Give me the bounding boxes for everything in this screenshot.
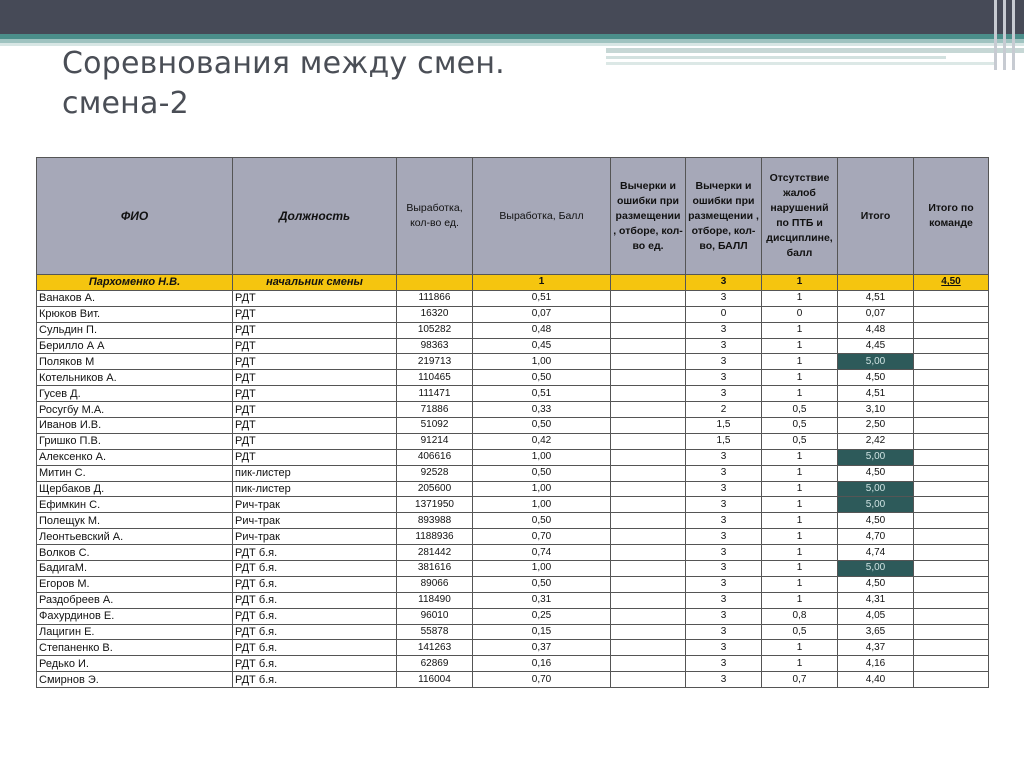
cell-errors-units (611, 306, 686, 322)
table-row (37, 290, 989, 306)
cell-position: Рич-трак (233, 513, 397, 529)
cell-fio: Егоров М. (37, 576, 233, 592)
cell-errors-units (611, 465, 686, 481)
cell-output-units: 406616 (397, 449, 473, 465)
cell-total: 5,00 (838, 481, 914, 497)
cell-fio: Котельников А. (37, 370, 233, 386)
cell-position: РДТ б.я. (233, 656, 397, 672)
cell-total: 4,50 (838, 465, 914, 481)
cell-output-units: 381616 (397, 561, 473, 577)
cell-position: пик-листер (233, 465, 397, 481)
cell-errors-units (611, 672, 686, 688)
header-total: Итого (838, 158, 914, 275)
cell-team-total (914, 529, 989, 545)
cell-no-complaints: 1 (762, 513, 838, 529)
cell-team-total (914, 561, 989, 577)
slide-title-line-1: Соревнования между смен. (62, 46, 505, 81)
cell-total: 5,00 (838, 354, 914, 370)
table-row (37, 322, 989, 338)
table-row (37, 418, 989, 434)
cell-errors-score: 3 (686, 529, 762, 545)
header-output-units: Выработка, кол-во ед. (397, 158, 473, 275)
cell-errors-units (611, 386, 686, 402)
lead-team-total: 4,50 (914, 275, 989, 291)
table-row (37, 576, 989, 592)
slide-title-line-2: смена-2 (62, 86, 189, 121)
cell-team-total (914, 449, 989, 465)
cell-team-total (914, 338, 989, 354)
slide-vertical-stripe (994, 0, 997, 70)
cell-no-complaints: 1 (762, 592, 838, 608)
cell-total: 3,10 (838, 402, 914, 418)
cell-output-score: 0,16 (473, 656, 611, 672)
header-errors-score: Вычерки и ошибки при размещении , отборе, кол-во, БАЛЛ (686, 158, 762, 275)
cell-position: РДТ (233, 418, 397, 434)
cell-output-score: 0,31 (473, 592, 611, 608)
cell-position: РДТ б.я. (233, 561, 397, 577)
cell-output-score: 0,70 (473, 672, 611, 688)
cell-position: РДТ (233, 306, 397, 322)
cell-team-total (914, 386, 989, 402)
cell-team-total (914, 513, 989, 529)
cell-total: 4,51 (838, 290, 914, 306)
table-row (37, 672, 989, 688)
cell-errors-score: 3 (686, 513, 762, 529)
table-row (37, 433, 989, 449)
cell-total: 5,00 (838, 497, 914, 513)
cell-fio: Леонтьевский А. (37, 529, 233, 545)
cell-output-units: 71886 (397, 402, 473, 418)
lead-total (838, 275, 914, 291)
cell-output-score: 0,50 (473, 370, 611, 386)
slide-vertical-stripe (1012, 0, 1015, 70)
cell-errors-score: 3 (686, 497, 762, 513)
cell-position: РДТ (233, 338, 397, 354)
cell-errors-score: 3 (686, 322, 762, 338)
cell-no-complaints: 0,8 (762, 608, 838, 624)
header-output-score: Выработка, Балл (473, 158, 611, 275)
shift-lead-row (37, 275, 989, 291)
cell-team-total (914, 290, 989, 306)
table-row (37, 338, 989, 354)
shift-competition-table (36, 157, 989, 688)
cell-output-units: 16320 (397, 306, 473, 322)
cell-output-units: 110465 (397, 370, 473, 386)
lead-no-complaints: 1 (762, 275, 838, 291)
lead-position: начальник смены (233, 275, 397, 291)
cell-output-units: 96010 (397, 608, 473, 624)
cell-team-total (914, 402, 989, 418)
cell-fio: БадигаМ. (37, 561, 233, 577)
lead-errors-units (611, 275, 686, 291)
cell-position: РДТ б.я. (233, 672, 397, 688)
cell-position: РДТ (233, 433, 397, 449)
cell-errors-score: 3 (686, 545, 762, 561)
cell-errors-score: 2 (686, 402, 762, 418)
cell-total: 4,50 (838, 370, 914, 386)
cell-errors-score: 3 (686, 624, 762, 640)
cell-total: 4,51 (838, 386, 914, 402)
header-errors-units: Вычерки и ошибки при размещении , отборе, кол-во ед. (611, 158, 686, 275)
lead-output-units (397, 275, 473, 291)
slide-top-bar (0, 0, 1024, 34)
cell-team-total (914, 481, 989, 497)
table-row (37, 513, 989, 529)
cell-team-total (914, 497, 989, 513)
cell-fio: Степаненко В. (37, 640, 233, 656)
cell-no-complaints: 1 (762, 576, 838, 592)
cell-errors-score: 3 (686, 672, 762, 688)
cell-errors-units (611, 370, 686, 386)
cell-errors-score: 3 (686, 386, 762, 402)
cell-position: РДТ (233, 402, 397, 418)
cell-errors-score: 1,5 (686, 418, 762, 434)
header-no-complaints: Отсутствие жалоб нарушений по ПТБ и дисциплине, балл (762, 158, 838, 275)
slide-right-stripe (606, 48, 1024, 53)
cell-fio: Ванаков А. (37, 290, 233, 306)
cell-output-units: 89066 (397, 576, 473, 592)
cell-position: РДТ (233, 290, 397, 306)
slide-vertical-stripe (1003, 0, 1006, 70)
cell-output-units: 141263 (397, 640, 473, 656)
table-row (37, 370, 989, 386)
cell-output-score: 1,00 (473, 561, 611, 577)
cell-no-complaints: 1 (762, 497, 838, 513)
cell-output-units: 111866 (397, 290, 473, 306)
cell-total: 5,00 (838, 561, 914, 577)
table-row (37, 624, 989, 640)
cell-no-complaints: 1 (762, 640, 838, 656)
cell-errors-units (611, 402, 686, 418)
cell-no-complaints: 1 (762, 322, 838, 338)
cell-errors-units (611, 481, 686, 497)
table-row (37, 529, 989, 545)
cell-output-score: 0,15 (473, 624, 611, 640)
header-team-total: Итого по команде (914, 158, 989, 275)
header-fio: ФИО (37, 158, 233, 275)
cell-team-total (914, 370, 989, 386)
cell-errors-units (611, 433, 686, 449)
cell-errors-score: 3 (686, 656, 762, 672)
cell-errors-units (611, 608, 686, 624)
cell-output-score: 0,50 (473, 576, 611, 592)
cell-output-units: 91214 (397, 433, 473, 449)
cell-errors-score: 3 (686, 561, 762, 577)
cell-output-units: 62869 (397, 656, 473, 672)
cell-output-units: 105282 (397, 322, 473, 338)
cell-no-complaints: 0 (762, 306, 838, 322)
cell-no-complaints: 1 (762, 529, 838, 545)
cell-team-total (914, 545, 989, 561)
cell-no-complaints: 1 (762, 290, 838, 306)
cell-output-score: 0,33 (473, 402, 611, 418)
cell-fio: Щербаков Д. (37, 481, 233, 497)
cell-total: 4,31 (838, 592, 914, 608)
cell-total: 4,50 (838, 576, 914, 592)
cell-team-total (914, 592, 989, 608)
cell-no-complaints: 1 (762, 370, 838, 386)
cell-no-complaints: 1 (762, 465, 838, 481)
cell-fio: Гусев Д. (37, 386, 233, 402)
cell-team-total (914, 306, 989, 322)
cell-no-complaints: 1 (762, 354, 838, 370)
cell-team-total (914, 640, 989, 656)
cell-output-score: 0,50 (473, 418, 611, 434)
cell-errors-units (611, 290, 686, 306)
cell-fio: Полещук М. (37, 513, 233, 529)
cell-no-complaints: 0,7 (762, 672, 838, 688)
cell-total: 4,05 (838, 608, 914, 624)
cell-position: Рич-трак (233, 529, 397, 545)
cell-team-total (914, 354, 989, 370)
cell-no-complaints: 1 (762, 545, 838, 561)
cell-errors-units (611, 576, 686, 592)
table-row (37, 402, 989, 418)
cell-errors-units (611, 529, 686, 545)
cell-errors-score: 3 (686, 608, 762, 624)
cell-errors-units (611, 545, 686, 561)
cell-no-complaints: 1 (762, 481, 838, 497)
cell-position: РДТ б.я. (233, 592, 397, 608)
cell-output-score: 1,00 (473, 354, 611, 370)
cell-output-units: 205600 (397, 481, 473, 497)
cell-fio: Митин С. (37, 465, 233, 481)
cell-output-units: 1371950 (397, 497, 473, 513)
cell-no-complaints: 1 (762, 656, 838, 672)
cell-output-units: 98363 (397, 338, 473, 354)
cell-position: РДТ б.я. (233, 608, 397, 624)
table-row (37, 465, 989, 481)
cell-team-total (914, 656, 989, 672)
cell-errors-score: 3 (686, 338, 762, 354)
cell-team-total (914, 465, 989, 481)
cell-output-score: 1,00 (473, 449, 611, 465)
cell-no-complaints: 0,5 (762, 624, 838, 640)
cell-total: 5,00 (838, 449, 914, 465)
table-row (37, 545, 989, 561)
cell-output-score: 1,00 (473, 481, 611, 497)
cell-total: 0,07 (838, 306, 914, 322)
cell-no-complaints: 1 (762, 561, 838, 577)
cell-errors-units (611, 338, 686, 354)
cell-output-score: 1,00 (473, 497, 611, 513)
cell-output-score: 0,37 (473, 640, 611, 656)
cell-fio: Сульдин П. (37, 322, 233, 338)
lead-errors-score: 3 (686, 275, 762, 291)
cell-fio: Ефимкин С. (37, 497, 233, 513)
cell-fio: Волков С. (37, 545, 233, 561)
cell-output-units: 111471 (397, 386, 473, 402)
cell-team-total (914, 576, 989, 592)
cell-output-units: 92528 (397, 465, 473, 481)
cell-errors-score: 3 (686, 449, 762, 465)
cell-position: РДТ (233, 322, 397, 338)
cell-errors-units (611, 322, 686, 338)
cell-team-total (914, 672, 989, 688)
cell-output-score: 0,25 (473, 608, 611, 624)
cell-position: РДТ б.я. (233, 576, 397, 592)
cell-errors-score: 3 (686, 290, 762, 306)
cell-errors-score: 3 (686, 640, 762, 656)
table-row (37, 497, 989, 513)
cell-errors-units (611, 592, 686, 608)
cell-no-complaints: 0,5 (762, 402, 838, 418)
cell-team-total (914, 608, 989, 624)
cell-position: пик-листер (233, 481, 397, 497)
cell-no-complaints: 0,5 (762, 418, 838, 434)
cell-output-units: 281442 (397, 545, 473, 561)
cell-position: РДТ б.я. (233, 545, 397, 561)
cell-output-score: 0,48 (473, 322, 611, 338)
cell-errors-score: 3 (686, 481, 762, 497)
slide-title (62, 44, 602, 124)
cell-output-score: 0,51 (473, 386, 611, 402)
cell-position: РДТ б.я. (233, 624, 397, 640)
cell-errors-score: 0 (686, 306, 762, 322)
cell-fio: Гришко П.В. (37, 433, 233, 449)
cell-total: 4,48 (838, 322, 914, 338)
table-row (37, 481, 989, 497)
table-row (37, 656, 989, 672)
cell-errors-units (611, 624, 686, 640)
table-header-row (37, 158, 989, 275)
cell-position: РДТ (233, 354, 397, 370)
cell-output-units: 893988 (397, 513, 473, 529)
cell-total: 3,65 (838, 624, 914, 640)
cell-errors-units (611, 449, 686, 465)
table-row (37, 640, 989, 656)
cell-team-total (914, 322, 989, 338)
cell-position: РДТ б.я. (233, 640, 397, 656)
cell-fio: Фахурдинов Е. (37, 608, 233, 624)
cell-errors-units (611, 418, 686, 434)
cell-output-score: 0,51 (473, 290, 611, 306)
cell-fio: Смирнов Э. (37, 672, 233, 688)
cell-position: Рич-трак (233, 497, 397, 513)
cell-output-score: 0,42 (473, 433, 611, 449)
cell-errors-score: 1,5 (686, 433, 762, 449)
table-row (37, 306, 989, 322)
cell-no-complaints: 1 (762, 386, 838, 402)
cell-fio: Раздобреев А. (37, 592, 233, 608)
cell-position: РДТ (233, 386, 397, 402)
cell-errors-units (611, 354, 686, 370)
cell-total: 4,74 (838, 545, 914, 561)
cell-total: 4,37 (838, 640, 914, 656)
cell-total: 4,50 (838, 513, 914, 529)
table-row (37, 449, 989, 465)
table-row (37, 354, 989, 370)
cell-errors-units (611, 497, 686, 513)
cell-no-complaints: 1 (762, 338, 838, 354)
cell-output-score: 0,45 (473, 338, 611, 354)
cell-output-score: 0,07 (473, 306, 611, 322)
cell-errors-score: 3 (686, 354, 762, 370)
cell-output-score: 0,70 (473, 529, 611, 545)
cell-team-total (914, 418, 989, 434)
slide-right-stripe (606, 56, 946, 59)
cell-output-score: 0,50 (473, 465, 611, 481)
cell-errors-units (611, 513, 686, 529)
cell-fio: Иванов И.В. (37, 418, 233, 434)
cell-errors-score: 3 (686, 576, 762, 592)
cell-errors-units (611, 561, 686, 577)
cell-output-units: 51092 (397, 418, 473, 434)
table-row (37, 386, 989, 402)
cell-position: РДТ (233, 370, 397, 386)
cell-fio: Поляков М (37, 354, 233, 370)
cell-errors-score: 3 (686, 592, 762, 608)
cell-output-units: 116004 (397, 672, 473, 688)
cell-fio: Редько И. (37, 656, 233, 672)
cell-output-score: 0,50 (473, 513, 611, 529)
cell-fio: Алексенко А. (37, 449, 233, 465)
cell-total: 4,45 (838, 338, 914, 354)
cell-fio: Лацигин Е. (37, 624, 233, 640)
cell-team-total (914, 433, 989, 449)
cell-output-units: 1188936 (397, 529, 473, 545)
cell-output-score: 0,74 (473, 545, 611, 561)
cell-no-complaints: 1 (762, 449, 838, 465)
lead-output-score: 1 (473, 275, 611, 291)
cell-output-units: 55878 (397, 624, 473, 640)
table-row (37, 561, 989, 577)
cell-total: 4,70 (838, 529, 914, 545)
cell-errors-score: 3 (686, 465, 762, 481)
cell-total: 2,42 (838, 433, 914, 449)
cell-total: 2,50 (838, 418, 914, 434)
cell-no-complaints: 0,5 (762, 433, 838, 449)
table-row (37, 608, 989, 624)
cell-team-total (914, 624, 989, 640)
cell-errors-units (611, 640, 686, 656)
header-position: Должность (233, 158, 397, 275)
slide-right-stripe (606, 62, 996, 65)
cell-fio: Росугбу М.А. (37, 402, 233, 418)
cell-fio: Крюков Вит. (37, 306, 233, 322)
cell-total: 4,40 (838, 672, 914, 688)
cell-position: РДТ (233, 449, 397, 465)
cell-output-units: 219713 (397, 354, 473, 370)
cell-output-units: 118490 (397, 592, 473, 608)
cell-errors-score: 3 (686, 370, 762, 386)
cell-fio: Берилло А А (37, 338, 233, 354)
lead-fio: Пархоменко Н.В. (37, 275, 233, 291)
cell-total: 4,16 (838, 656, 914, 672)
cell-errors-units (611, 656, 686, 672)
table-row (37, 592, 989, 608)
